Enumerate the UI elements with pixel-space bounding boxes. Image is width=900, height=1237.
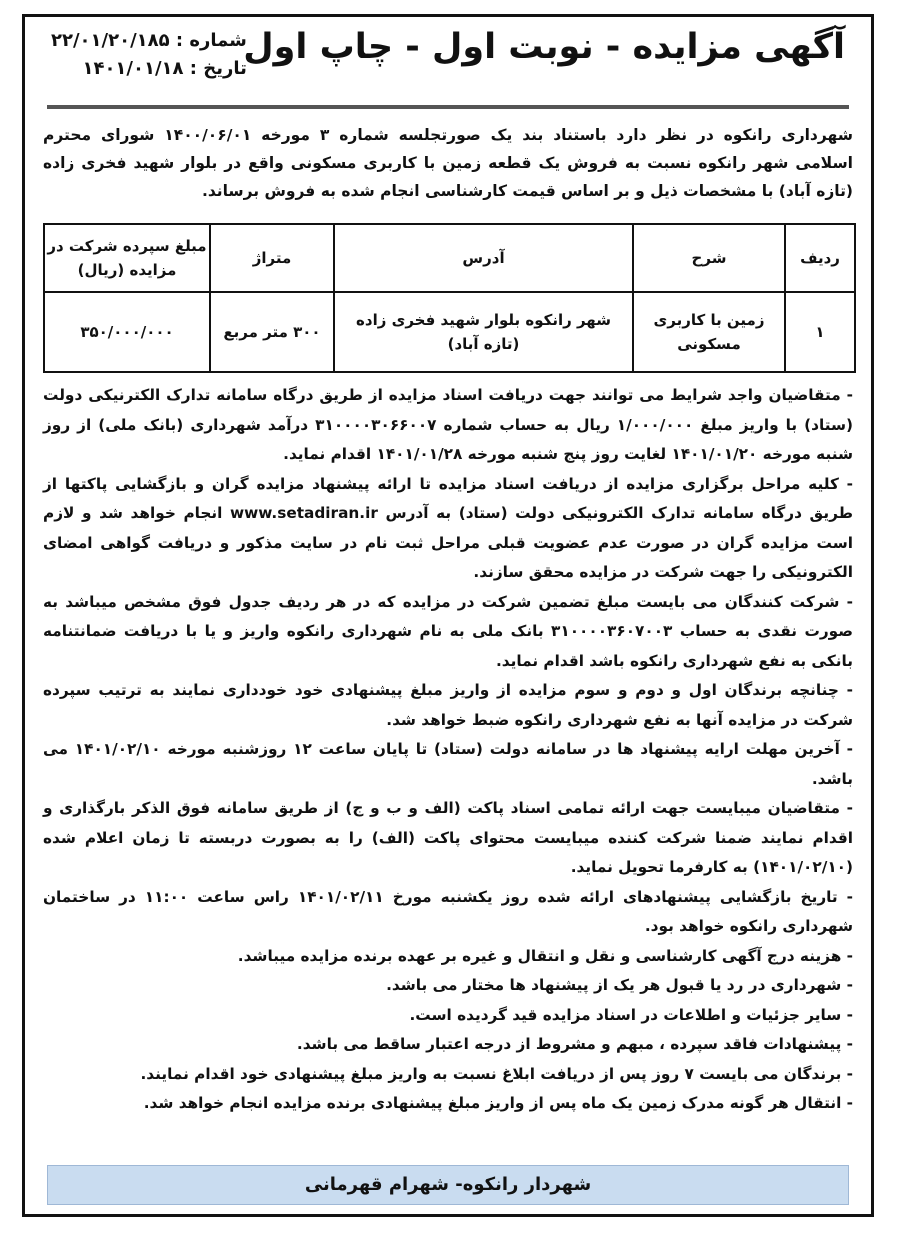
condition-item: - متقاضیان واجد شرایط می توانند جهت دریافت اسناد مزایده از طریق درگاه سامانه تدارک الکترنیکی دولت (ستاد) با واریز مبلغ ۱/۰۰۰/۰۰۰ ریال به حساب شماره ۳۱۰۰۰۰۳۰۶۶۰۰۷ درآمد شهرداری (بانک ملی) از روز شنبه مورخه ۱۴۰۱/۰۱/۲۰ لغایت روز پنج شنبه مورخه ۱۴۰۱/۰۱/۲۸ اقدام نماید. bbox=[43, 386, 853, 463]
notice-title: آگهی مزایده - نوبت اول - چاپ اول bbox=[243, 27, 845, 67]
header-row-number: ردیف bbox=[785, 224, 855, 292]
property-table bbox=[43, 223, 856, 373]
condition-item: - انتقال هر گونه مدرک زمین یک ماه پس از واریز مبلغ پیشنهادی برنده مزایده انجام خواهد شد. bbox=[143, 1094, 853, 1112]
signature-bar: شهردار رانکوه- شهرام قهرمانی bbox=[47, 1165, 849, 1205]
header-address: آدرس bbox=[334, 224, 633, 292]
notice-header bbox=[25, 17, 871, 109]
condition-item: - چنانچه برندگان اول و دوم و سوم مزایده از واریز مبلغ پیشنهادی خود خودداری نمایند به ترتیب سپرده شرکت در مزایده آنها به نفع شهرداری رانکوه ضبط خواهد شد. bbox=[43, 681, 853, 729]
condition-item: - پیشنهادات فاقد سپرده ، مبهم و مشروط از درجه اعتبار ساقط می باشد. bbox=[296, 1035, 853, 1053]
header-divider bbox=[47, 105, 849, 109]
notice-number: شماره : ۲۲/۰۱/۲۰/۱۸۵ bbox=[51, 30, 247, 51]
condition-item: - متقاضیان میبایست جهت ارائه تمامی اسناد پاکت (الف و ب و ج) از طریق سامانه فوق الذکر بارگذاری و اقدام نمایند ضمنا شرکت کننده میبایست محتوای پاکت (الف) را به بصورت دربسته تا زمان اعلام شده (۱۴۰۱/۰۲/۱۰) به کارفرما تحویل نماید. bbox=[43, 799, 853, 876]
condition-item: - شهرداری در رد یا قبول هر یک از پیشنهاد ها مختار می باشد. bbox=[386, 976, 853, 994]
conditions-list bbox=[43, 381, 853, 1119]
condition-item: - آخرین مهلت ارایه پیشنهاد ها در سامانه دولت (ستاد) تا پایان ساعت ۱۲ روزشنبه مورخه ۱۴۰۱/۰۲/۱۰ می باشد. bbox=[43, 740, 853, 788]
intro-paragraph: شهرداری رانکوه در نظر دارد باستناد بند یک صورتجلسه شماره ۳ مورخه ۱۴۰۰/۰۶/۰۱ شورای محترم اسلامی شهر رانکوه نسبت به فروش یک قطعه زمین با کاربری مسکونی واقع در بلوار شهید فخری زاده (تازه آباد) با مشخصات ذیل و بر اساس قیمت کارشناسی انجام شده به فروش برساند. bbox=[43, 126, 853, 200]
cell-area: ۳۰۰ متر مربع bbox=[210, 292, 334, 372]
header-area: متراژ bbox=[210, 224, 334, 292]
condition-item: - هزینه درج آگهی کارشناسی و نقل و انتقال و غیره بر عهده برنده مزایده میباشد. bbox=[237, 946, 853, 965]
cell-row-number: ۱ bbox=[785, 292, 855, 372]
table-row bbox=[44, 292, 855, 372]
notice-frame bbox=[22, 14, 874, 1217]
cell-description: زمین با کاربری مسکونی bbox=[633, 292, 785, 372]
condition-item: - سایر جزئیات و اطلاعات در اسناد مزایده قید گردیده است. bbox=[409, 1005, 853, 1024]
header-deposit: مبلغ سپرده شرکت در مزایده (ریال) bbox=[44, 224, 210, 292]
condition-item: - تاریخ بازگشایی پیشنهادهای ارائه شده روز یکشنبه مورخ ۱۴۰۱/۰۲/۱۱ راس ساعت ۱۱:۰۰ در ساختمان شهرداری رانکوه خواهد بود. bbox=[43, 887, 853, 935]
header-description: شرح bbox=[633, 224, 785, 292]
notice-date: تاریخ : ۱۴۰۱/۰۱/۱۸ bbox=[82, 58, 247, 79]
cell-address: شهر رانکوه بلوار شهید فخری زاده (تازه آباد) bbox=[334, 292, 633, 372]
cell-deposit: ۳۵۰/۰۰۰/۰۰۰ bbox=[44, 292, 210, 372]
notice-meta bbox=[51, 27, 247, 83]
condition-item: - برندگان می بایست ۷ روز پس از دریافت ابلاغ نسبت به واریز مبلغ پیشنهادی خود اقدام نمایند. bbox=[140, 1064, 853, 1083]
condition-item: - کلیه مراحل برگزاری مزایده از دریافت اسناد مزایده تا ارائه پیشنهاد مزایده گران و بازگشایی پاکتها از طریق درگاه سامانه تدارک الکترونیکی دولت (ستاد) به آدرس www.setadiran.ir انجام خواهد شد و لازم است مزایده گران در صورت عدم عضویت قبلی مراحل ثبت نام در سایت مذکور و دریافت گواهی امضای الکترونیکی را جهت شرکت در مزایده محقق سازند. bbox=[43, 474, 853, 581]
table-header-row bbox=[44, 224, 855, 292]
condition-item: - شرکت کنندگان می بایست مبلغ تضمین شرکت در مزایده که در هر ردیف جدول فوق مشخص میباشد به صورت نقدی به حساب ۳۱۰۰۰۰۳۶۰۷۰۰۳ بانک ملی به نام شهرداری رانکوه واریز و یا با دریافت ضمانتنامه بانکی به نفع شهرداری رانکوه باشد اقدام نماید. bbox=[43, 592, 853, 670]
